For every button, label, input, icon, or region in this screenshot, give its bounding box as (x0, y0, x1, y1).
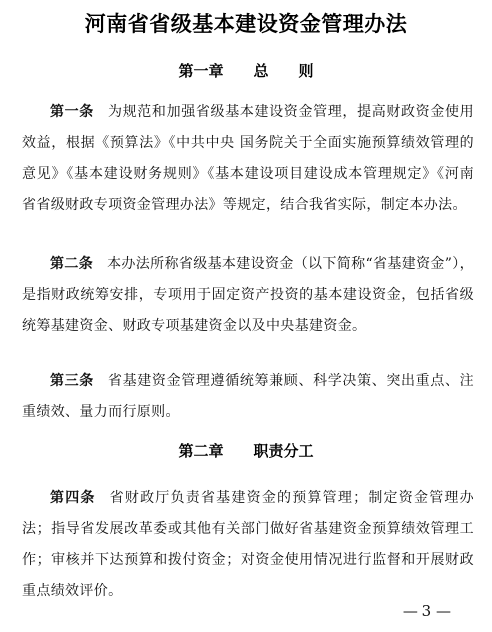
article-1-text: 为规范和加强省级基本建设资金管理，提高财政资金使用效益，根据《预算法》《中共中央 国务院关于全面实施预算绩效管理的意见》《基本建设财务规则》《基本建设项目建设成本管理规定》《河南省省级财政专项资金管理办法》等规定，结合我省实际，制定本办法。 (22, 104, 474, 213)
article-3-text: 省基建资金管理遵循统筹兼顾、科学决策、突出重点、注重绩效、量力而行原则。 (22, 373, 474, 420)
article-1 (22, 97, 474, 221)
chapter-2-heading (0, 440, 492, 461)
article-2-text: 本办法所称省级基本建设资金（以下简称“省基建资金”），是指财政统筹安排，专项用于固定资产投资的基本建设资金，包括省级统筹基建资金、财政专项基建资金以及中央基建资金。 (22, 256, 474, 334)
page-number (403, 602, 450, 620)
chapter-1-heading (0, 60, 492, 81)
page-number-value: 3 (421, 602, 432, 620)
article-2-label: 第二条 (50, 256, 94, 272)
article-3 (22, 366, 474, 428)
article-3-label: 第三条 (50, 373, 94, 389)
document-title: 河南省省级基本建设资金管理办法 (84, 12, 408, 36)
chapter-2-name: 职责分工 (253, 442, 314, 460)
chapter-2-number: 第二章 (178, 442, 224, 460)
article-4-label: 第四条 (50, 490, 96, 506)
chapter-1-name: 总 则 (253, 62, 314, 80)
article-1-label: 第一条 (50, 104, 94, 120)
page-number-dash-left: — (402, 602, 417, 620)
page-number-dash-right: — (436, 602, 450, 620)
article-4 (22, 483, 474, 607)
article-4-text: 省财政厅负责省基建资金的预算管理；制定资金管理办法；指导省发展改革委或其他有关部门做好省基建资金预算绩效管理工作；审核并下达预算和拨付资金；对资金使用情况进行监督和开展财政重点绩效评价。 (22, 490, 474, 599)
chapter-1-number: 第一章 (178, 62, 224, 80)
article-2 (22, 249, 474, 342)
